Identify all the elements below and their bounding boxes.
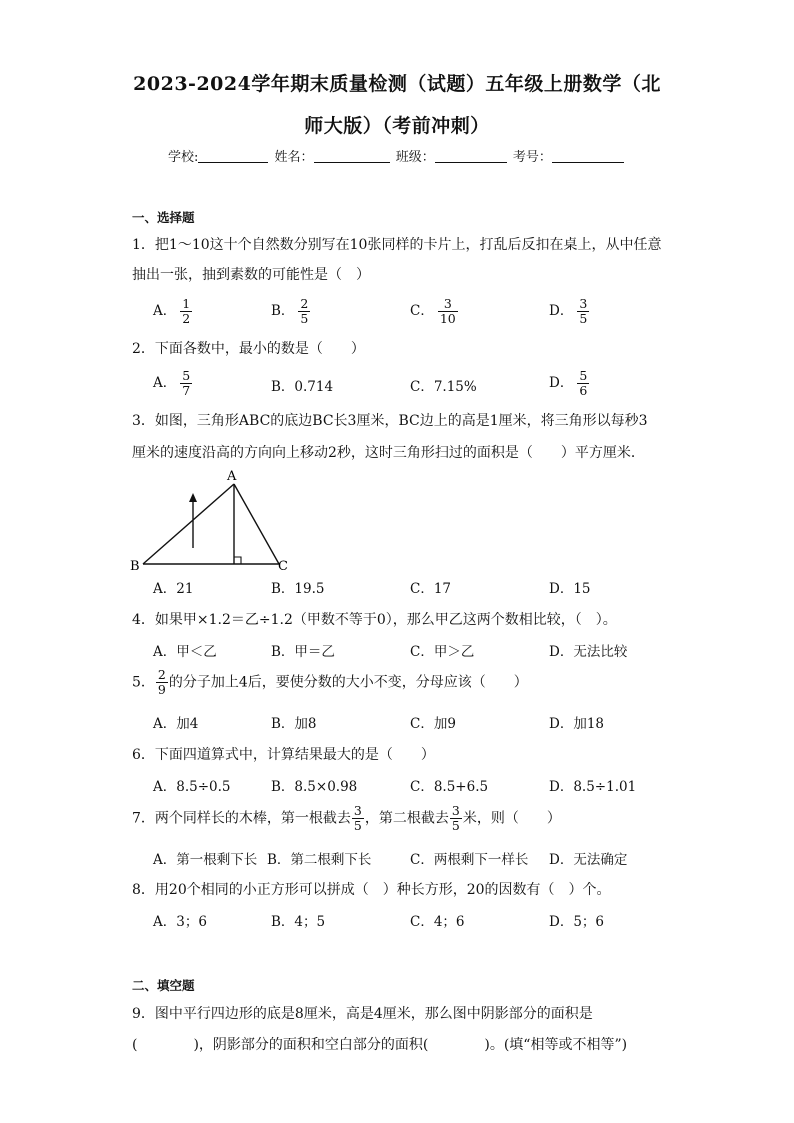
q3-line2: 厘米的速度沿高的方向向上移动2秒，这时三角形扫过的面积是（ ）平方厘米． <box>132 445 645 461</box>
denominator: 9 <box>157 682 166 697</box>
exam-title-line2: 师大版）（考前冲刺） <box>304 115 490 137</box>
q8-option-b[interactable]: B．4；5 <box>271 914 326 930</box>
class-blank[interactable] <box>435 150 507 163</box>
q7-option-a[interactable]: A．第一根剩下长 <box>153 852 258 868</box>
exam-title-line1: 2023-2024学年期末质量检测（试题）五年级上册数学（北 <box>133 73 661 95</box>
vertex-c-label: C <box>278 559 288 572</box>
numerator: 3 <box>579 296 588 311</box>
q2-options <box>153 369 673 399</box>
fraction <box>577 297 589 326</box>
name-label: 姓名： <box>274 150 314 165</box>
question-text: ，第二根截去 <box>364 810 449 827</box>
q5-option-a[interactable]: A．加4 <box>153 716 199 732</box>
fraction <box>298 297 310 326</box>
option-label: C． <box>410 303 434 319</box>
q5-option-b[interactable]: B．加8 <box>271 716 317 732</box>
name-blank[interactable] <box>314 150 390 163</box>
section-heading-choice: 一、选择题 <box>132 210 195 225</box>
q7-option-c[interactable]: C．两根剩下一样长 <box>410 852 529 868</box>
q4-option-b[interactable]: B．甲＝乙 <box>271 644 335 660</box>
q1-line1: 1．把1～10这十个自然数分别写在10张同样的卡片上，打乱后反扣在桌上，从中任意 <box>132 237 662 253</box>
numerator: 3 <box>443 296 452 311</box>
q1-option-a[interactable] <box>153 297 192 326</box>
q8-options <box>153 910 673 940</box>
denominator: 10 <box>439 311 456 326</box>
q6-options <box>153 775 673 805</box>
q2-option-c[interactable]: C．7.15% <box>410 379 477 395</box>
option-label: D． <box>549 303 574 319</box>
q1-option-c[interactable] <box>410 297 458 326</box>
triangle-figure <box>130 466 300 572</box>
numerator: 5 <box>579 368 588 383</box>
vertex-a-label: A <box>227 469 237 484</box>
q1-line2: 抽出一张，抽到素数的可能性是（ ） <box>132 267 370 283</box>
numerator: 5 <box>182 368 191 383</box>
right-angle-mark <box>234 557 241 564</box>
fraction <box>156 668 168 697</box>
q3-option-c[interactable]: C．17 <box>410 581 452 597</box>
q3-option-b[interactable]: B．19.5 <box>271 581 325 597</box>
q2-option-a[interactable] <box>153 369 192 398</box>
question-text: 的分子加上4后，要使分数的大小不变，分母应该（ ） <box>168 674 528 691</box>
q6-option-d[interactable]: D．8.5÷1.01 <box>549 779 637 795</box>
q2-option-d[interactable] <box>549 369 589 398</box>
arrow-head-icon <box>189 493 197 502</box>
q2-option-b[interactable]: B．0.714 <box>271 379 334 395</box>
numerator: 3 <box>353 803 362 818</box>
denominator: 5 <box>353 818 362 833</box>
numerator: 2 <box>157 667 166 682</box>
question-number: 5． <box>132 674 155 691</box>
q9-line1: 9．图中平行四边形的底是8厘米，高是4厘米，那么图中阴影部分的面积是 <box>132 1006 593 1022</box>
fraction <box>180 369 192 398</box>
school-blank[interactable] <box>198 150 268 163</box>
denominator: 7 <box>182 383 191 398</box>
q9-line2: ( )，阴影部分的面积和空白部分的面积( )。(填“相等或不相等”) <box>132 1037 628 1053</box>
q6-line1: 6．下面四道算式中，计算结果最大的是（ ） <box>132 747 435 763</box>
numerator: 3 <box>451 803 460 818</box>
q3-options <box>153 577 673 607</box>
question-text: 米，则（ ） <box>462 810 561 827</box>
q7-option-b[interactable]: B．第二根剩下长 <box>267 852 372 868</box>
q3-option-a[interactable]: A．21 <box>153 581 194 597</box>
option-label: A． <box>153 303 177 319</box>
q3-line1: 3．如图，三角形ABC的底边BC长3厘米，BC边上的高是1厘米，将三角形以每秒3 <box>132 413 648 429</box>
q3-option-d[interactable]: D．15 <box>549 581 591 597</box>
fraction <box>577 369 589 398</box>
q4-option-c[interactable]: C．甲＞乙 <box>410 644 475 660</box>
denominator: 5 <box>451 818 460 833</box>
question-text: 7．两个同样长的木棒，第一根截去 <box>132 810 351 827</box>
q7-option-d[interactable]: D．无法确定 <box>549 852 628 868</box>
numerator: 1 <box>182 296 191 311</box>
denominator: 5 <box>579 311 588 326</box>
fraction <box>180 297 192 326</box>
q4-option-a[interactable]: A．甲＜乙 <box>153 644 217 660</box>
option-label: D． <box>549 375 574 391</box>
option-label: A． <box>153 375 177 391</box>
q6-option-a[interactable]: A．8.5÷0.5 <box>153 779 231 795</box>
student-info-row <box>168 146 626 165</box>
q5-options <box>153 712 673 742</box>
side-ac <box>234 484 279 564</box>
fraction <box>352 804 364 833</box>
number-blank[interactable] <box>552 150 624 163</box>
q8-line1: 8．用20个相同的小正方形可以拼成（ ）种长方形，20的因数有（ ）个。 <box>132 882 611 898</box>
q8-option-c[interactable]: C．4；6 <box>410 914 465 930</box>
q4-option-d[interactable]: D．无法比较 <box>549 644 628 660</box>
q7-line1 <box>132 804 561 833</box>
q5-option-c[interactable]: C．加9 <box>410 716 456 732</box>
q5-line1 <box>132 668 528 697</box>
side-ab <box>143 484 234 564</box>
numerator: 2 <box>300 296 309 311</box>
fraction <box>438 297 458 326</box>
q7-options <box>153 848 673 878</box>
q1-option-d[interactable] <box>549 297 589 326</box>
section-heading-fill: 二、填空题 <box>132 978 195 993</box>
school-label: 学校: <box>168 150 199 165</box>
q6-option-b[interactable]: B．8.5×0.98 <box>271 779 358 795</box>
q4-options <box>153 640 673 670</box>
q4-line1: 4．如果甲×1.2＝乙÷1.2（甲数不等于0），那么甲乙这两个数相比较，（ ）。 <box>132 612 617 628</box>
q1-options <box>153 297 673 327</box>
denominator: 6 <box>579 383 588 398</box>
q6-option-c[interactable]: C．8.5+6.5 <box>410 779 489 795</box>
q2-line1: 2．下面各数中，最小的数是（ ） <box>132 341 365 357</box>
q8-option-d[interactable]: D．5；6 <box>549 914 605 930</box>
class-label: 班级： <box>395 150 435 165</box>
q8-option-a[interactable]: A．3；6 <box>153 914 207 930</box>
q5-option-d[interactable]: D．加18 <box>549 716 605 732</box>
q1-option-b[interactable] <box>271 297 310 326</box>
number-label: 考号： <box>512 150 552 165</box>
denominator: 5 <box>300 311 309 326</box>
vertex-b-label: B <box>130 559 140 572</box>
denominator: 2 <box>182 311 191 326</box>
option-label: B． <box>271 303 295 319</box>
fraction <box>450 804 462 833</box>
